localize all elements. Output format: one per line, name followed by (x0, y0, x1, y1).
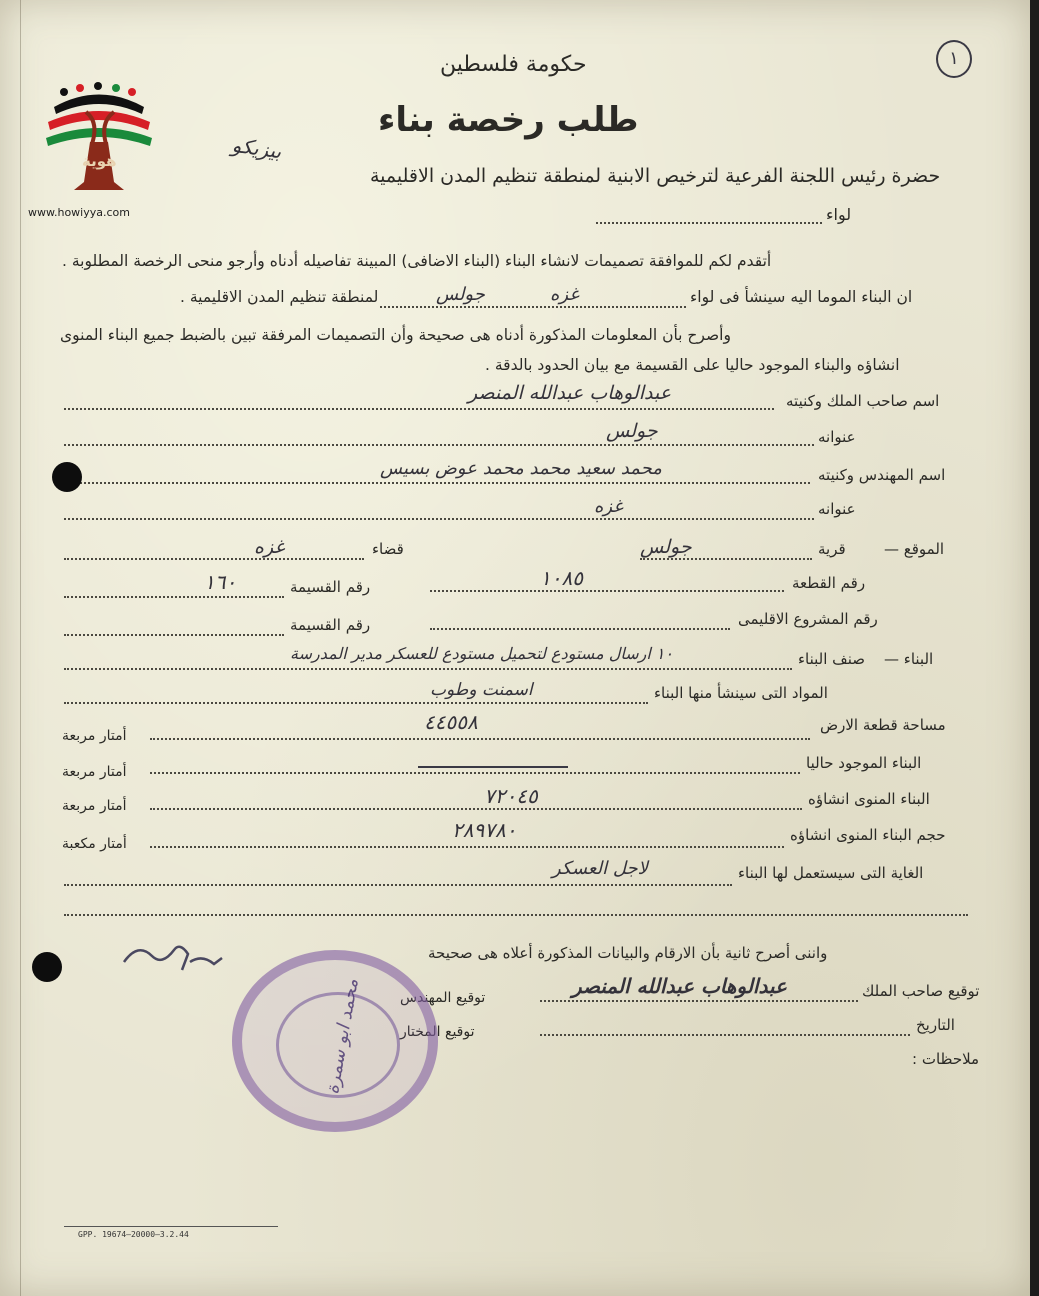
declaration-text: واننى أصرح ثانية بأن الارقام والبيانات المذكورة أعلاه هى صحيحة (428, 944, 828, 962)
purpose-value: لاجل العسكر (552, 858, 648, 879)
form-title: طلب رخصة بناء (378, 100, 639, 140)
land-area-unit: أمتار مربعة (62, 728, 127, 744)
land-area-value: ٤٤٥٥٨ (424, 710, 478, 734)
paragraph-declaration-b: انشاؤه والبناء الموجود حاليا على القسيمة مع بيان الحدود بالدقة . (485, 356, 900, 374)
village-label: قرية (818, 540, 846, 558)
owner-line (64, 408, 774, 410)
addressee-line: حضرة رئيس اللجنة الفرعية لترخيص الابنية لمنطقة تنظيم المدن الاقليمية (370, 165, 941, 187)
punch-hole-top (52, 462, 82, 492)
owner-signature: عبدالوهاب عبدالله المنصر (572, 974, 787, 998)
location-label: الموقع — (884, 540, 945, 558)
owner-address-label: عنوانه (818, 428, 856, 446)
owner-signature-label: توقيع صاحب الملك (862, 982, 980, 1000)
logo-text: هوية (82, 152, 117, 170)
paragraph-location-line (380, 306, 686, 308)
regional-scheme-line (430, 628, 730, 630)
engineer-signature-label: توقيع المهندس (400, 990, 486, 1006)
land-area-label: مساحة قطعة الارض (820, 716, 946, 734)
paragraph-location-b: لمنطقة تنظيم المدن الاقليمية . (180, 288, 379, 306)
building-type-label: صنف البناء (798, 650, 865, 668)
existing-building-unit: أمتار مربعة (62, 764, 127, 780)
engineer-address-value: غزه (594, 496, 623, 517)
official-stamp (232, 950, 438, 1132)
volume-unit: أمتار مكعبة (62, 836, 127, 852)
building-type-line (64, 668, 792, 670)
proposed-building-line (150, 808, 802, 810)
parcel2-line (64, 634, 284, 636)
plot-label: رقم القطعة (792, 574, 866, 592)
volume-label: حجم البناء المنوى انشاؤه (790, 826, 946, 844)
district-field-line (64, 558, 364, 560)
owner-address-value: جولس (606, 420, 658, 442)
parcel-line (64, 596, 284, 598)
existing-building-dash (418, 766, 568, 768)
purpose-line-2 (64, 914, 968, 916)
paragraph-town-value: جولس (436, 284, 485, 305)
district-label: لواء (826, 205, 852, 224)
existing-building-label: البناء الموجود حاليا (806, 754, 922, 772)
punch-hole-bottom (32, 952, 62, 982)
engineer-value: محمد سعيد محمد محمد عوض بسيس (380, 458, 662, 479)
purpose-line (64, 884, 732, 886)
page-number-text: ١ (949, 48, 959, 69)
volume-line (150, 846, 784, 848)
tree-logo-icon (34, 82, 164, 202)
proposed-building-label: البناء المنوى انشاؤه (808, 790, 930, 808)
date-label: التاريخ (916, 1016, 955, 1034)
owner-signature-line (540, 1000, 858, 1002)
owner-label: اسم صاحب الملك وكنيته (786, 392, 940, 410)
building-label: البناء — (884, 650, 934, 668)
handwritten-initials (118, 932, 228, 992)
engineer-address-line (64, 518, 814, 520)
materials-value: اسمنت وطوب (430, 680, 533, 700)
paragraph-district-value: غزه (550, 284, 579, 305)
paragraph-location-a: ان البناء الموما اليه سينشأ فى لواء (690, 288, 913, 306)
parcel-label: رقم القسيمة (290, 578, 371, 596)
village-line (640, 558, 812, 560)
proposed-building-value: ٧٢٠٤٥ (484, 784, 538, 808)
paper-fold (20, 0, 21, 1296)
materials-label: المواد التى سينشأ منها البناء (654, 684, 828, 702)
regional-scheme-label: رقم المشروع الاقليمى (738, 610, 878, 628)
engineer-address-label: عنوانه (818, 500, 856, 518)
government-heading: حكومة فلسطين (440, 52, 587, 77)
owner-value: عبدالوهاب عبدالله المنصر (468, 382, 672, 404)
stamp-text: محمد ابو سمرة (321, 977, 363, 1096)
footer-rule (64, 1226, 278, 1227)
owner-address-line (64, 444, 814, 446)
district-field-value: غزه (254, 536, 285, 558)
paragraph-declaration-a: وأصرح بأن المعلومات المذكورة أدناه هى صحيحة وأن التصميمات المرفقة تبين بالضبط جميع البناء المنوى (60, 326, 731, 344)
print-code: GPP. 19674—20000—3.2.44 (78, 1230, 189, 1239)
plot-line (430, 590, 784, 592)
margin-note: بيزيكو (230, 132, 284, 164)
paragraph-request: أتقدم لكم للموافقة تصميمات لانشاء البناء (البناء الاضافى) المبينة تفاصيله أدناه وأرجو منحى الرخصة المطلوبة . (62, 252, 772, 270)
materials-line (64, 702, 648, 704)
village-value: جولس (640, 536, 692, 558)
plot-value: ١٠٨٥ (540, 566, 583, 590)
howiyya-logo (34, 82, 164, 202)
notes-label: ملاحظات : (912, 1050, 980, 1068)
scan-border (1030, 0, 1039, 1296)
volume-value: ٢٨٩٧٨٠ (452, 818, 517, 842)
parcel2-label: رقم القسيمة (290, 616, 371, 634)
engineer-label: اسم المهندس وكنيته (818, 466, 946, 484)
purpose-label: الغاية التى سيستعمل لها البناء (738, 864, 924, 882)
district-field-label: قضاء (372, 540, 404, 558)
engineer-line (64, 482, 810, 484)
land-area-line (150, 738, 810, 740)
page-number (936, 40, 972, 78)
parcel-value: ١٦٠ (204, 570, 237, 594)
existing-building-line (150, 772, 800, 774)
building-type-value: ١٠ ارسال مستودع لتحميل مستودع للعسكر مدير المدرسة (290, 644, 674, 663)
watermark-url: www.howiyya.com (28, 206, 130, 219)
date-line (540, 1034, 910, 1036)
mukhtar-signature-label: توقيع المختار (400, 1024, 475, 1040)
proposed-building-unit: أمتار مربعة (62, 798, 127, 814)
district-line (596, 222, 822, 224)
